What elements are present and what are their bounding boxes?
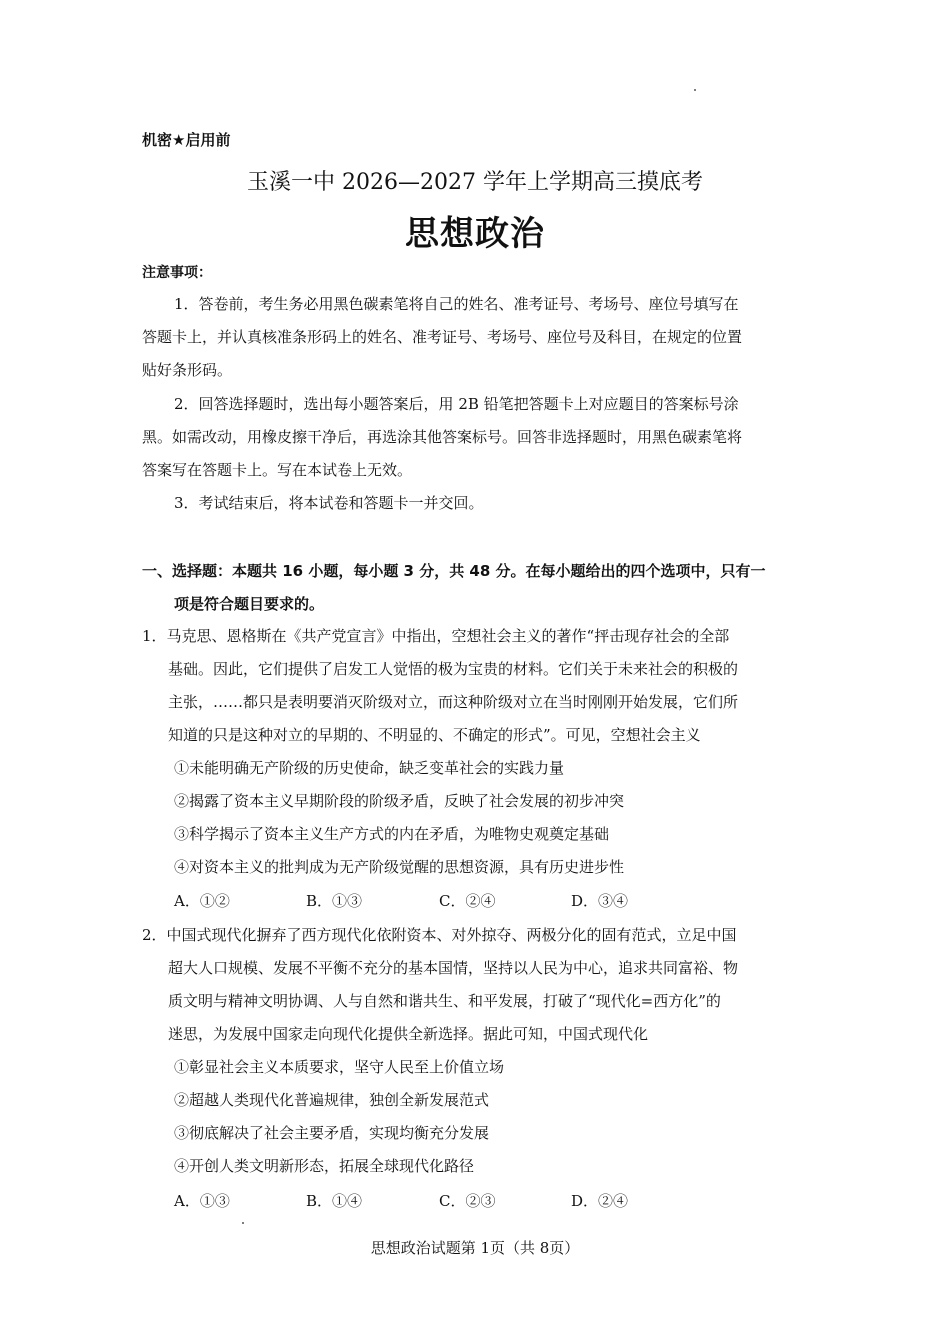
confidential-label: 机密★启用前 (142, 131, 231, 149)
question-1-stem-line: 主张，……都只是表明要消灭阶级对立，而这种阶级对立在当时刚刚开始发展，它们所 (168, 693, 739, 711)
question-2-option-c: C．②③ (439, 1192, 496, 1210)
section-heading: 一、选择题：本题共 16 小题，每小题 3 分，共 48 分。在每小题给出的四个选项中，只有一 (142, 562, 766, 580)
question-2-statement: ②超越人类现代化普遍规律，独创全新发展范式 (174, 1091, 490, 1109)
section-heading-cont: 项是符合题目要求的。 (174, 595, 325, 613)
question-2-stem-line: 2．中国式现代化摒弃了西方现代化依附资本、对外掠夺、两极分化的固有范式，立足中国 (142, 926, 737, 944)
question-2-stem-line: 迷思，为发展中国家走向现代化提供全新选择。据此可知，中国式现代化 (168, 1025, 649, 1043)
question-2-option-b: B．①④ (306, 1192, 363, 1210)
question-1-statement: ④对资本主义的批判成为无产阶级觉醒的思想资源，具有历史进步性 (174, 858, 625, 876)
question-1-statement: ③科学揭示了资本主义生产方式的内在矛盾，为唯物史观奠定基础 (174, 825, 610, 843)
question-2-option-d: D．②④ (571, 1192, 629, 1210)
notice-line: 黑。如需改动，用橡皮擦干净后，再选涂其他答案标号。回答非选择题时，用黑色碳素笔将 (142, 428, 743, 446)
notice-line: 答题卡上，并认真核准条形码上的姓名、准考证号、考场号、座位号及科目，在规定的位置 (142, 328, 743, 346)
notice-line: 1．答卷前，考生务必用黑色碳素笔将自己的姓名、准考证号、考场号、座位号填写在 (174, 295, 739, 313)
question-1-option-d: D．③④ (571, 892, 629, 910)
question-1-statement: ①未能明确无产阶级的历史使命，缺乏变革社会的实践力量 (174, 759, 565, 777)
question-2-statement: ③彻底解决了社会主要矛盾，实现均衡充分发展 (174, 1124, 490, 1142)
notice-line: 2．回答选择题时，选出每小题答案后，用 2B 铅笔把答题卡上对应题目的答案标号涂 (174, 395, 739, 413)
exam-title: 玉溪一中 2026—2027 学年上学期高三摸底考 (247, 170, 703, 195)
question-1-statement: ②揭露了资本主义早期阶段的阶级矛盾，反映了社会发展的初步冲突 (174, 792, 625, 810)
question-1-stem-line: 1．马克思、恩格斯在《共产党宣言》中指出，空想社会主义的著作“抨击现存社会的全部 (142, 627, 730, 645)
scan-speck-top (694, 89, 696, 91)
subject-title: 思想政治 (405, 214, 545, 254)
question-2-statement: ④开创人类文明新形态，拓展全球现代化路径 (174, 1157, 475, 1175)
question-2-stem-line: 质文明与精神文明协调、人与自然和谐共生、和平发展，打破了“现代化=西方化”的 (168, 992, 721, 1010)
question-1-stem-line: 基础。因此，它们提供了启发工人觉悟的极为宝贵的材料。它们关于未来社会的积极的 (168, 660, 739, 678)
notice-heading: 注意事项： (142, 265, 212, 281)
question-2-stem-line: 超大人口规模、发展不平衡不充分的基本国情，坚持以人民为中心，追求共同富裕、物 (168, 959, 739, 977)
question-1-stem-line: 知道的只是这种对立的早期的、不明显的、不确定的形式”。可见，空想社会主义 (168, 726, 701, 744)
notice-line: 贴好条形码。 (142, 361, 233, 379)
question-2-option-a: A．①③ (174, 1192, 230, 1210)
notice-line: 3．考试结束后，将本试卷和答题卡一并交回。 (174, 494, 484, 512)
notice-line: 答案写在答题卡上。写在本试卷上无效。 (142, 461, 413, 479)
question-1-option-b: B．①③ (306, 892, 363, 910)
question-1-option-c: C．②④ (439, 892, 496, 910)
scan-speck-bottom (242, 1222, 244, 1224)
question-2-statement: ①彰显社会主义本质要求，坚守人民至上价值立场 (174, 1058, 505, 1076)
question-1-option-a: A．①② (174, 892, 230, 910)
page-footer: 思想政治试题第 1页（共 8页） (370, 1239, 580, 1257)
